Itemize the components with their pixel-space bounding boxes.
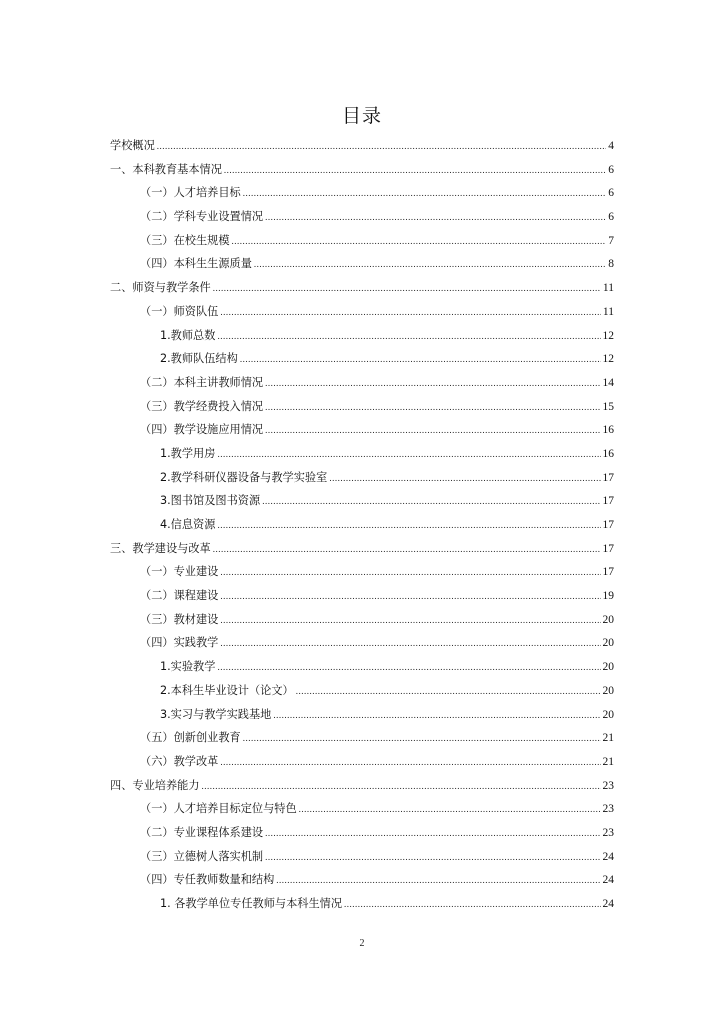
toc-entry-title: （一）人才培养目标定位与特色 [140,802,297,816]
toc-dot-leader [240,348,601,372]
toc-entry[interactable] [110,395,614,419]
toc-dot-leader [202,775,601,799]
toc-entry-page-number: 23 [602,826,614,839]
toc-entry[interactable] [110,584,614,608]
toc-entry-title: 1.教学用房 [160,446,216,460]
toc-entry-title: 1.实验教学 [160,660,216,674]
toc-entry[interactable] [110,726,614,750]
toc-entry-title: （六）教学改革 [140,754,219,768]
toc-dot-leader [220,561,600,585]
toc-dot-leader [265,206,606,230]
toc-entry-title: 4.信息资源 [160,518,216,531]
toc-entry-page-number: 21 [602,732,614,745]
toc-entry-title: （二）学科专业设置情况 [140,210,264,224]
toc-entry-title: （一）专业建设 [140,565,219,579]
toc-entry-page-number: 17 [602,519,614,531]
toc-entry-title: 2.教学科研仪器设备与教学实验室 [160,470,328,484]
toc-entry[interactable] [110,655,614,679]
toc-entry[interactable] [110,324,614,348]
toc-entry-page-number: 20 [602,661,614,674]
toc-entry-title: 3.图书馆及图书资源 [160,494,261,508]
toc-entry[interactable] [110,134,614,158]
toc-entry-page-number: 24 [602,874,614,887]
toc-entry[interactable] [110,276,614,300]
toc-entry-page-number: 7 [608,234,614,247]
toc-entry-page-number: 20 [602,708,614,721]
toc-dot-leader [265,396,600,420]
toc-entry-title: （三）立德树人落实机制 [140,849,264,863]
table-of-contents [110,134,614,916]
toc-entry[interactable] [110,560,614,584]
toc-entry-title: （四）本科生生源质量 [140,257,252,271]
toc-entry[interactable] [110,252,614,276]
toc-entry-page-number: 23 [602,779,614,792]
toc-dot-leader [213,538,601,562]
toc-entry-page-number: 21 [602,755,614,768]
page-number: 2 [359,938,365,949]
toc-entry-title: 学校概况 [110,139,155,152]
toc-entry-page-number: 4 [608,140,614,152]
toc-entry-page-number: 8 [608,258,614,271]
toc-dot-leader [220,585,600,609]
toc-dot-leader [213,277,601,301]
toc-entry[interactable] [110,631,614,655]
toc-entry-title: 一、本科教育基本情况 [110,162,222,176]
toc-entry[interactable] [110,774,614,798]
toc-entry-title: （三）教学经费投入情况 [140,399,264,413]
toc-entry-page-number: 14 [602,376,614,389]
toc-entry-page-number: 15 [602,400,614,413]
toc-entry-title: 四、专业培养能力 [110,778,200,792]
toc-entry[interactable] [110,371,614,395]
toc-entry[interactable] [110,750,614,774]
toc-entry[interactable] [110,229,614,253]
toc-entry-title: （二）本科主讲教师情况 [140,375,264,389]
toc-entry[interactable] [110,537,614,561]
toc-entry-page-number: 6 [608,187,614,200]
toc-dot-leader [265,372,600,396]
toc-dot-leader [344,893,600,917]
toc-entry-page-number: 16 [602,447,614,460]
toc-entry-title: 3.实习与教学实践基地 [160,707,272,721]
toc-entry[interactable] [110,418,614,442]
toc-entry-title: （一）人才培养目标 [140,186,241,200]
toc-entry-page-number: 6 [608,163,614,176]
toc-entry-page-number: 24 [602,898,614,910]
toc-dot-leader [220,301,601,325]
toc-entry[interactable] [110,466,614,490]
toc-dot-leader [299,798,601,822]
toc-entry[interactable] [110,892,614,916]
toc-entry-title: （四）实践教学 [140,636,219,650]
toc-entry-title: 二、师资与教学条件 [110,281,211,295]
page-title: 目录 [341,105,382,127]
toc-dot-leader [243,727,601,751]
toc-dot-leader [243,182,607,206]
toc-entry-page-number: 24 [602,850,614,863]
toc-entry-title: （一）师资队伍 [140,304,219,318]
toc-dot-leader [265,822,600,846]
toc-entry[interactable] [110,513,614,537]
toc-entry-page-number: 16 [602,424,614,437]
toc-dot-leader [262,490,600,514]
toc-entry-title: （二）专业课程体系建设 [140,825,264,839]
toc-entry-page-number: 23 [602,803,614,816]
toc-entry[interactable] [110,845,614,869]
toc-dot-leader [220,609,600,633]
toc-entry-page-number: 17 [602,542,614,555]
toc-entry-page-number: 6 [608,211,614,224]
toc-dot-leader [273,704,600,728]
toc-entry[interactable] [110,489,614,513]
toc-entry-page-number: 20 [602,684,614,697]
toc-entry-title: 2.教师队伍结构 [160,352,238,366]
toc-entry[interactable] [110,205,614,229]
toc-entry[interactable] [110,608,614,632]
toc-entry-page-number: 17 [602,495,614,508]
toc-dot-leader [157,135,606,159]
toc-dot-leader [296,680,601,704]
toc-entry-title: （五）创新创业教育 [140,731,241,745]
toc-entry[interactable] [110,442,614,466]
toc-entry-title: 1.教师总数 [160,328,216,342]
toc-dot-leader [232,230,607,254]
toc-entry-title: 1. 各教学单位专任教师与本科生情况 [160,897,343,910]
toc-dot-leader [220,632,600,656]
toc-dot-leader [217,514,600,538]
toc-dot-leader [254,253,606,277]
toc-entry-page-number: 20 [602,637,614,650]
toc-dot-leader [217,656,600,680]
toc-entry[interactable] [110,181,614,205]
toc-entry-page-number: 11 [602,305,614,318]
toc-entry-title: （四）专任教师数量和结构 [140,873,275,887]
toc-entry-page-number: 11 [602,282,614,295]
toc-entry[interactable] [110,703,614,727]
toc-entry[interactable] [110,797,614,821]
toc-entry-page-number: 17 [602,566,614,579]
toc-entry-page-number: 19 [602,590,614,603]
toc-dot-leader [220,751,600,775]
toc-entry-page-number: 12 [602,329,614,342]
toc-entry[interactable] [110,347,614,371]
toc-entry-title: （三）教材建设 [140,612,219,626]
toc-entry-page-number: 17 [602,471,614,484]
toc-dot-leader [217,443,600,467]
toc-entry-title: （二）课程建设 [140,589,219,603]
toc-dot-leader [265,846,600,870]
toc-dot-leader [224,159,606,183]
toc-entry-title: 三、教学建设与改革 [110,541,211,555]
toc-dot-leader [329,467,600,491]
toc-entry-title: （三）在校生规模 [140,233,230,247]
toc-entry-page-number: 12 [602,353,614,366]
toc-entry-page-number: 20 [602,613,614,626]
toc-entry[interactable] [110,158,614,182]
toc-entry-title: （四）教学设施应用情况 [140,423,264,437]
toc-entry[interactable] [110,868,614,892]
toc-entry-title: 2.本科生毕业设计（论文） [160,683,294,697]
toc-entry[interactable] [110,679,614,703]
toc-entry[interactable] [110,300,614,324]
toc-entry[interactable] [110,821,614,845]
toc-dot-leader [265,419,600,443]
toc-dot-leader [217,325,600,349]
toc-dot-leader [276,869,600,893]
